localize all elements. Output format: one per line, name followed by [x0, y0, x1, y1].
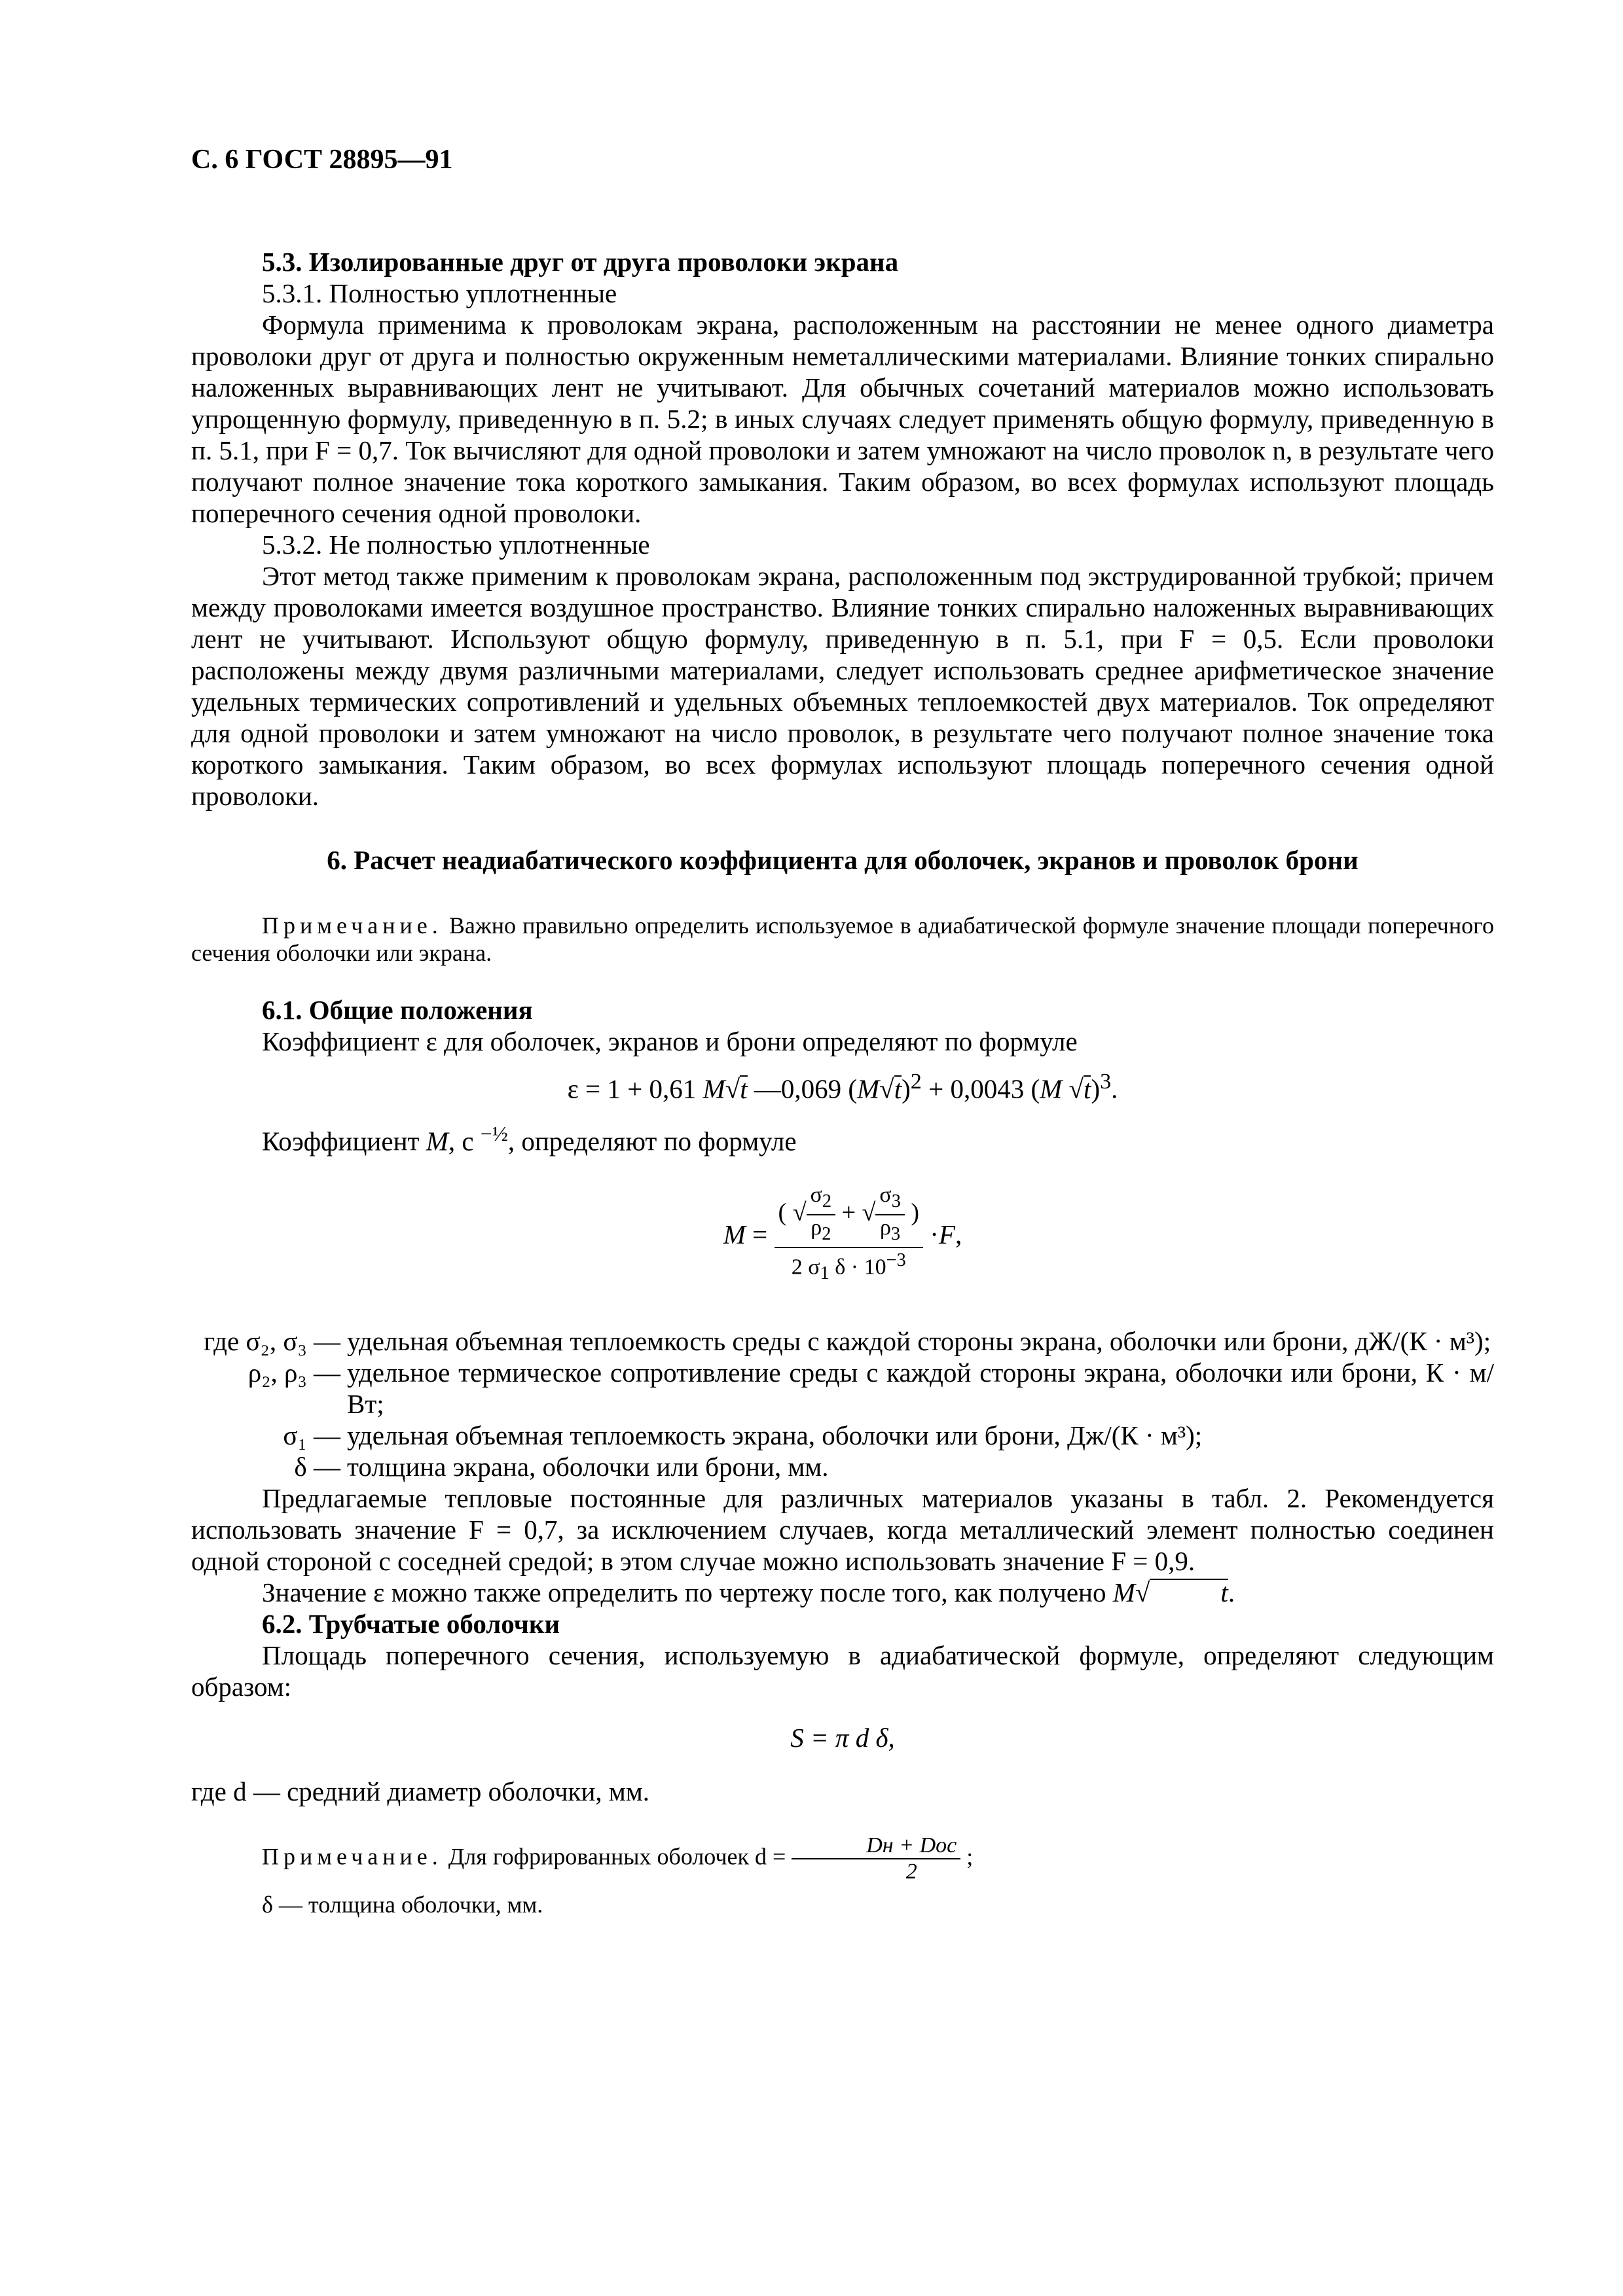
- section-6-title: 6. Расчет неадиабатического коэффициента для оболочек, экранов и проволок брони: [327, 845, 1359, 875]
- definition-row: [191, 1451, 1494, 1482]
- definition-row: [191, 1420, 1494, 1451]
- definitions-list: [191, 1325, 1494, 1482]
- section-5-3-title: 5.3. Изолированные друг от друга проволоки экрана: [262, 247, 899, 277]
- note-label: Примечание.: [262, 912, 443, 939]
- section-5-3-2-title: 5.3.2. Не полностью уплотненные: [262, 529, 650, 560]
- section-6-1-epsilon-note: Значение ε можно также определить по чертежу после того, как получено M√ t.: [262, 1577, 1235, 1608]
- section-6-2-note-line2: δ — толщина оболочки, мм.: [262, 1892, 543, 1918]
- section-6-1-title: 6.1. Общие положения: [262, 995, 533, 1025]
- section-6-2-text: Площадь поперечного сечения, используемую в адиабатической формуле, определяют следующим образом:: [191, 1640, 1494, 1702]
- section-6-note: [191, 912, 1494, 967]
- note2-fraction: [792, 1833, 960, 1884]
- m-fraction: ( √ $\frac{\sigma_2}{\rho_2}$ + √ $\frac{\sigma_3}{\rho_3}$ ) 2 $\sigma_1$ $\delta \cdot 10^{-3}$: [775, 1183, 923, 1286]
- epsilon-note-text: Значение ε можно также определить по чертежу после того, как получено: [262, 1577, 1106, 1608]
- page-header: С. 6 ГОСТ 28895—91: [191, 145, 453, 175]
- epsilon-formula: ε = 1 + 0,61 M√t —0,069 $(M√t)^2 + 0,0043$ (M √t)$^3$.: [567, 1069, 1118, 1104]
- definition-text: удельная объемная теплоемкость экрана, оболочки или брони, Дж/(К · м³);: [347, 1420, 1203, 1451]
- note2-label: Примечание.: [262, 1843, 443, 1870]
- note2-text: Для гофрированных оболочек d =: [448, 1843, 786, 1870]
- definition-symbol: δ —: [294, 1452, 340, 1482]
- m-intro-text: Коэффициент: [262, 1126, 420, 1157]
- definition-symbol: где σ₂, σ₃ —: [204, 1326, 340, 1357]
- section-5-3-1-text: Формула применима к проволокам экрана, расположенным на расстоянии не менее одного диаметра проволоки друг от друга и полностью окруженным неметаллическими материалами. Влияние тонких спирально наложенных выравнивающих лент не учитывают. Для обычных сочетаний материалов можно использовать упрощенную формулу, приведенную в п. 5.2; в иных случаях следует применять общую формулу, приведенную в п. 5.1, при F = 0,7. Ток вычисляют для одной проволоки и затем умножают на число проволок n, в результате чего получают полное значение тока короткого замыкания. Таким образом, во всех формулах используют площадь поперечного сечения одной проволоки.: [191, 310, 1494, 528]
- m-intro-text-end: , определяют по формуле: [507, 1126, 797, 1157]
- definition-symbol: ρ₂, ρ₃ —: [247, 1357, 340, 1388]
- m-intro: Коэффициент M, с $^{-\frac{1}{2}}$, определяют по формуле: [262, 1121, 797, 1157]
- definition-text: удельное термическое сопротивление среды с каждой стороны экрана, оболочки или брони, К · м/Вт;: [347, 1357, 1494, 1420]
- note2-denominator: 2: [905, 1859, 917, 1884]
- section-6-2-note: [191, 1833, 1494, 1884]
- section-5-3-1-title: 5.3.1. Полностью уплотненные: [262, 278, 617, 308]
- section-6-1-paragraph: Предлагаемые тепловые постоянные для различных материалов указаны в табл. 2. Рекомендуется использовать значение F = 0,7, за исключением случаев, когда металлический элемент полностью соединен одной стороной с соседней средой; в этом случае можно использовать значение F = 0,9.: [191, 1483, 1494, 1577]
- area-formula: S = π d δ,: [790, 1723, 895, 1753]
- definition-symbol: σ₁ —: [283, 1420, 340, 1451]
- m-formula: M = ( √ $\frac{\sigma_2}{\rho_2}$ + √ $\frac{\sigma_3}{\rho_3}$ ) 2 $\sigma_1$ $\delta \cdot 10^{-3}$ · F ,: [191, 1183, 1494, 1286]
- note-text: Важно правильно определить используемое в адиабатической формуле значение площади поперечного сечения оболочки или экрана.: [191, 912, 1495, 966]
- section-5-3-2-text: Этот метод также применим к проволокам экрана, расположенным под экструдированной трубкой; причем между проволоками имеется воздушное пространство. Влияние тонких спирально наложенных выравнивающих лент не учитывают. Используют общую формулу, приведенную в п. 5.1, при F = 0,5. Если проволоки расположены между двумя различными материалами, следует использовать среднее арифметическое значение удельных термических сопротивлений и удельных объемных теплоемкостей двух материалов. Ток определяют для одной проволоки и затем умножают на число проволок, в результате чего получают полное значение тока короткого замыкания. Таким образом, во всех формулах используют площадь поперечного сечения одной проволоки.: [191, 561, 1494, 811]
- epsilon-intro: Коэффициент ε для оболочек, экранов и брони определяют по формуле: [262, 1026, 1078, 1056]
- definition-row: [191, 1325, 1494, 1357]
- definition-row: [191, 1357, 1494, 1420]
- section-6-2-title: 6.2. Трубчатые оболочки: [262, 1609, 560, 1640]
- note2-end: ;: [966, 1843, 974, 1870]
- area-formula-where: где d — средний диаметр оболочки, мм.: [191, 1776, 650, 1807]
- note2-numerator: Dн + Dос: [792, 1833, 960, 1859]
- definition-text: удельная объемная теплоемкость среды с каждой стороны экрана, оболочки или брони, дЖ/(К · м³);: [347, 1326, 1491, 1357]
- document-page: [191, 144, 1494, 1946]
- definition-text: толщина экрана, оболочки или брони, мм.: [347, 1452, 829, 1482]
